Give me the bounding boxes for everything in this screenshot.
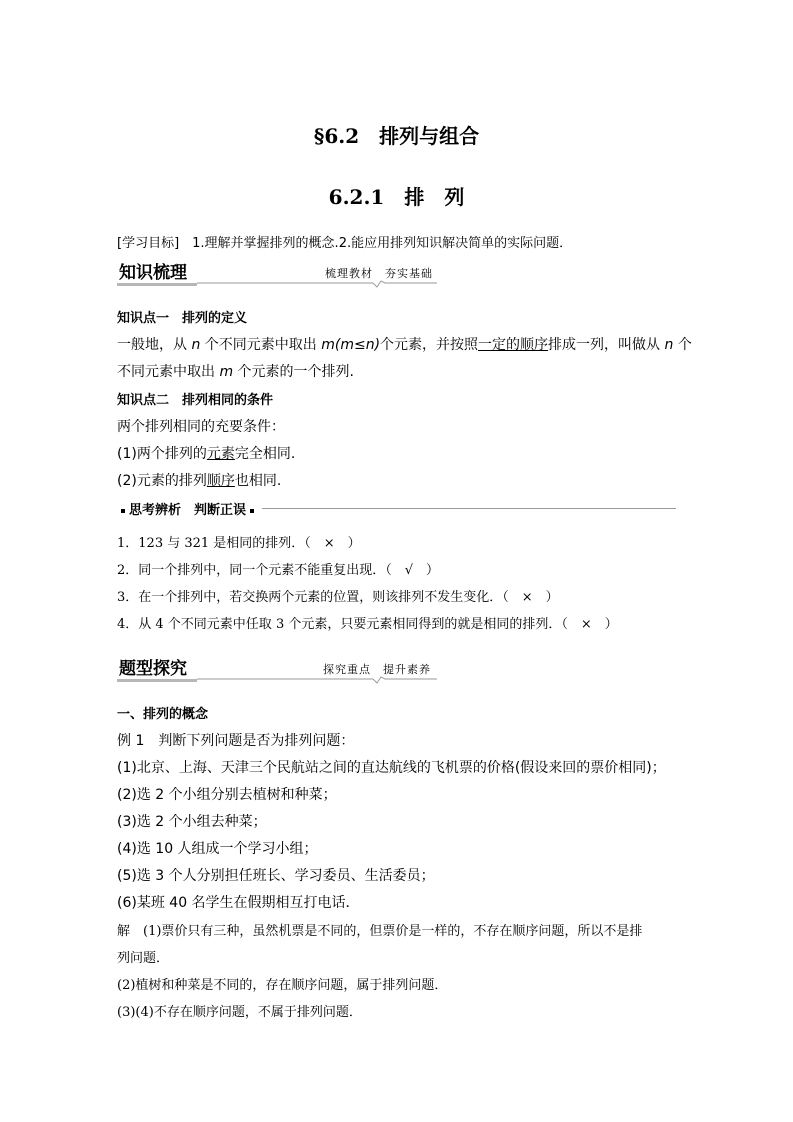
example-item: (1)北京、上海、天津三个民航站之间的直达航线的飞机票的价格(假设来回的票价相同)； — [117, 760, 666, 776]
text-span: (2)元素的排列 — [117, 473, 207, 489]
text-span: 一般地，从 — [117, 337, 192, 353]
underlined-term: 元素 — [206, 446, 235, 462]
underlined-term: 顺序 — [206, 473, 235, 489]
text-span: 个不同元素中取出 — [200, 337, 322, 353]
judgement-item: 1．123 与 321 是相同的排列．（ × ） — [117, 536, 361, 551]
objectives-text: 1.理解并掌握排列的概念.2.能应用排列知识解决简单的实际问题． — [179, 236, 573, 251]
section-heading-bar — [117, 679, 197, 682]
topic-heading: 一、排列的概念 — [117, 707, 209, 722]
example-1-title: 例 1 判断下列问题是否为排列问题： — [117, 733, 355, 749]
judgement-item: 2．同一个排列中，同一个元素不能重复出现．（ √ ） — [117, 563, 440, 578]
knowledge-point-2-title: 知识点二 排列相同的条件 — [117, 393, 274, 408]
text-span: 完全相同. — [234, 446, 296, 462]
section-heading-sub: 探究重点 提升素养 — [323, 663, 431, 676]
think-judge-header — [117, 499, 258, 518]
section-title: §6.2 排列与组合 — [313, 124, 480, 148]
solution-line: (3)(4)不存在顺序问题，不属于排列问题． — [117, 1005, 362, 1020]
solution-line: 解 (1)票价只有三种，虽然机票是不同的，但票价是一样的，不存在顺序问题，所以不是排 — [117, 924, 643, 939]
objectives-label: [学习目标] — [117, 236, 180, 251]
var-n: n — [664, 337, 674, 353]
text-span: 也相同. — [234, 473, 282, 489]
solution-line: 列问题． — [117, 951, 170, 966]
kp2-condition-1 — [117, 443, 295, 463]
section-divider-line — [197, 675, 437, 685]
text-span: (1)两个排列的 — [117, 446, 207, 462]
think-judge-label: 思考辨析 判断正误 — [129, 503, 247, 518]
kp1-definition-line2 — [117, 361, 354, 381]
subsection-title: 6.2.1 排 列 — [328, 185, 465, 209]
learning-objectives — [117, 232, 572, 251]
text-span: 个元素，并按照 — [380, 337, 479, 353]
section-heading-bar — [117, 283, 197, 286]
text-span: 个 — [673, 337, 692, 353]
var-m: m — [219, 364, 234, 380]
solution-line: (2)植树和种菜是不同的，存在顺序问题，属于排列问题． — [117, 978, 448, 993]
example-item: (3)选 2 个小组去种菜； — [117, 814, 267, 830]
var-m: m — [321, 337, 335, 353]
kp2-condition-2 — [117, 470, 281, 490]
square-bullet-icon — [250, 509, 254, 513]
example-item: (2)选 2 个小组分别去植树和种菜； — [117, 787, 337, 803]
var-n: n — [191, 337, 201, 353]
condition: (m≤n) — [334, 337, 381, 353]
example-item: (4)选 10 人组成一个学习小组； — [117, 841, 318, 857]
example-item: (5)选 3 个人分别担任班长、学习委员、生活委员； — [117, 868, 435, 884]
square-bullet-icon — [121, 509, 125, 513]
section-heading-explore: 题型探究 — [119, 659, 187, 679]
underlined-term: 一定的顺序 — [478, 337, 549, 353]
knowledge-point-1-title: 知识点一 排列的定义 — [117, 311, 248, 326]
text-span: 个元素的一个排列. — [233, 364, 354, 380]
section-heading-knowledge: 知识梳理 — [119, 263, 187, 283]
think-judge-rule — [262, 508, 676, 509]
text-span: 排成一列，叫做从 — [548, 337, 665, 353]
example-item: (6)某班 40 名学生在假期相互打电话． — [117, 895, 360, 911]
judgement-item: 4．从 4 个不同元素中任取 3 个元素，只要元素相同得到的就是相同的排列．（ × ） — [117, 617, 618, 632]
judgement-item: 3．在一个排列中，若交换两个元素的位置，则该排列不发生变化．（ × ） — [117, 590, 559, 605]
kp1-definition-line1 — [117, 334, 692, 354]
section-divider-line — [197, 279, 437, 289]
kp2-intro: 两个排列相同的充要条件： — [117, 419, 285, 435]
text-span: 不同元素中取出 — [117, 364, 220, 380]
section-heading-sub: 梳理教材 夯实基础 — [325, 267, 433, 280]
